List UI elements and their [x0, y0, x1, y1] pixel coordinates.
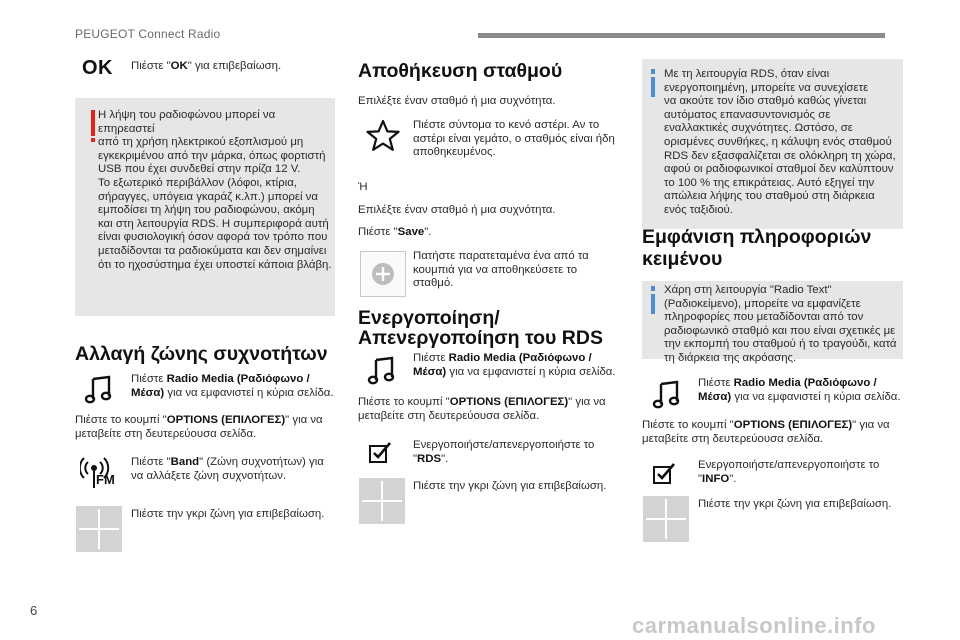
- rds-info-text-line: να ακούτε τον ίδιο σταθμό καθώς γίνεται: [664, 95, 867, 108]
- warning-text-line: μεταδίδονται τα ραδιοκύματα και δεν σημαίνει: [98, 244, 327, 257]
- step-grey-zone: Πιέστε την γκρι ζώνη για επιβεβαίωση.: [131, 508, 325, 520]
- rds-info-text-line: ενεργοποιημένη, μπορείτε να συνεχίσετε: [664, 81, 869, 94]
- preset-instruction-line: σταθμό.: [413, 277, 454, 290]
- ok-icon: OK: [82, 57, 113, 79]
- info-icon: [651, 294, 655, 314]
- heading-rds-l2: Απενεργοποίηση του RDS: [358, 327, 603, 349]
- rds-info-text-line: το 100 % της επικράτειας. Αυτό εξηγεί την: [664, 176, 875, 189]
- star-instruction-line: Πιέστε σύντομα το κενό αστέρι. Αν το: [413, 119, 600, 131]
- radio-text-box: [642, 281, 903, 364]
- step-info-toggle: Ενεργοποιήστε/απενεργοποιήστε το "INFO".: [698, 459, 880, 485]
- step-rds-toggle: Ενεργοποιήστε/απενεργοποιήστε το "RDS".: [413, 439, 595, 465]
- save-instruction: Πιέστε "Save".: [358, 226, 432, 238]
- radio-text-info-line: Χάρη στη λειτουργία "Radio Text": [664, 284, 832, 296]
- warning-text-line: από τη χρήση ηλεκτρικού εξοπλισμού μη: [98, 136, 304, 149]
- heading-band-change: Αλλαγή ζώνης συχνοτήτων: [75, 343, 328, 365]
- warning-text-line: Το εξωτερικό περιβάλλον (λόφοι, κτίρια,: [98, 176, 297, 189]
- rds-info-text: [664, 68, 902, 218]
- step-options: Πιέστε το κουμπί "OPTIONS (ΕΠΙΛΟΓΕΣ)" για να μεταβείτε στη δευτερεύουσα σελίδα.: [75, 414, 323, 440]
- rds-info-text-line: ενός ταξιδιού.: [664, 203, 733, 216]
- radio-text-info-line: πληροφορίες που μεταδίδονται από τον: [664, 311, 864, 324]
- warning-text-line: εγκεκριμένου από την μάρκα, όπως φορτιστή: [98, 149, 326, 162]
- checkbox-icon: [652, 461, 678, 485]
- preset-instruction-line: Πατήστε παρατεταμένα ένα από τα: [413, 250, 589, 262]
- grey-zone-icon: [643, 496, 689, 542]
- checkbox-icon: [368, 440, 394, 464]
- page-number: 6: [30, 603, 38, 618]
- step-options-info: Πιέστε το κουμπί "OPTIONS (ΕΠΙΛΟΓΕΣ)" για να μεταβείτε στη δευτερεύουσα σελίδα.: [642, 419, 890, 445]
- step-band: Πιέστε "Band" (Ζώνη συχνοτήτων) για να αλλάξετε ζώνη συχνοτήτων.: [131, 456, 324, 482]
- warning-text: [98, 109, 334, 272]
- warning-text-line: Η λήψη του ραδιοφώνου μπορεί να επηρεαστεί: [98, 109, 276, 135]
- rds-info-text-line: αυτόματος επανασυντονισμός σε: [664, 108, 831, 121]
- heading-save-station: Αποθήκευση σταθμού: [358, 60, 563, 82]
- warning-box: [75, 98, 335, 316]
- star-icon: [365, 118, 401, 154]
- music-note-icon: [84, 375, 114, 405]
- page-header-title: PEUGEOT Connect Radio: [75, 27, 221, 41]
- step-grey-zone-rds: Πιέστε την γκρι ζώνη για επιβεβαίωση.: [413, 480, 607, 492]
- step-options-rds: Πιέστε το κουμπί "OPTIONS (ΕΠΙΛΟΓΕΣ)" για να μεταβείτε στη δευτερεύουσα σελίδα.: [358, 396, 606, 422]
- rds-info-text-line: RDS δεν εξασφαλίζεται σε ολόκληρη τη χώρα,: [664, 149, 896, 162]
- rds-info-box: [642, 59, 903, 229]
- warning-icon-dot: [91, 138, 95, 142]
- preset-instruction-line: κουμπιά για να αποθηκεύσετε το: [413, 263, 578, 276]
- step-radio-media-rds: Πιέστε Radio Media (Ραδιόφωνο / Μέσα) για να εμφανιστεί η κύρια σελίδα.: [413, 352, 616, 378]
- grey-zone-icon: [359, 478, 405, 524]
- ok-instruction: Πιέστε "OK" για επιβεβαίωση.: [131, 60, 282, 72]
- radio-text-info: [664, 284, 902, 366]
- step-grey-zone-info: Πιέστε την γκρι ζώνη για επιβεβαίωση.: [698, 498, 892, 510]
- star-instruction: [413, 119, 623, 160]
- radio-text-info-line: την εκπομπή του σταθμού ή το τραγούδι, κατά: [664, 338, 897, 351]
- info-icon-dot: [651, 69, 655, 74]
- info-icon-dot: [651, 286, 655, 291]
- rds-info-text-line: αφού οι ραδιοφωνικοί σταθμοί δεν καλύπτουν: [664, 163, 894, 176]
- rds-info-text-line: εναλλακτικές συχνότητες. Ωστόσο, σε: [664, 122, 853, 135]
- music-note-icon: [652, 380, 682, 410]
- rds-info-text-line: ορισμένες συνθήκες, η κάλυψη ενός σταθμού: [664, 135, 892, 148]
- heading-text-info-l1: Εμφάνιση πληροφοριών: [642, 226, 872, 248]
- step-radio-media-info: Πιέστε Radio Media (Ραδιόφωνο / Μέσα) για να εμφανιστεί η κύρια σελίδα.: [698, 377, 901, 403]
- preset-plus-icon: [360, 251, 406, 297]
- or-label: Ή: [358, 181, 368, 193]
- warning-text-line: και στη λειτουργία RDS. Η συμπεριφορά αυτή: [98, 217, 329, 230]
- music-note-icon: [367, 356, 397, 386]
- select-station-2: Επιλέξτε έναν σταθμό ή μια συχνότητα.: [358, 204, 556, 216]
- warning-text-line: ότι το ηχοσύστημα έχει υποστεί κάποια βλάβη.: [98, 258, 332, 271]
- watermark: carmanualsonline.info: [632, 613, 876, 638]
- header-rule: [478, 33, 885, 38]
- fm-label: FM: [96, 472, 115, 487]
- warning-icon: [91, 110, 95, 136]
- warning-text-line: σήραγγες, υπόγεια γκαράζ κ.λπ.) μπορεί να: [98, 190, 318, 203]
- radio-text-info-line: (Ραδιοκείμενο), μπορείτε να εμφανίζετε: [664, 297, 861, 310]
- preset-instruction: [413, 250, 623, 291]
- step-radio-media: Πιέστε Radio Media (Ραδιόφωνο / Μέσα) για να εμφανιστεί η κύρια σελίδα.: [131, 373, 334, 399]
- star-instruction-line: αστέρι είναι γεμάτο, ο σταθμός είναι ήδη: [413, 132, 615, 145]
- rds-info-text-line: Με τη λειτουργία RDS, όταν είναι: [664, 68, 830, 80]
- warning-text-line: είναι φυσιολογική όσον αφορά τον τρόπο που: [98, 231, 328, 244]
- heading-rds-l1: Ενεργοποίηση/: [358, 307, 500, 329]
- grey-zone-icon: [76, 506, 122, 552]
- radio-text-info-line: τη διάρκεια της ακρόασης.: [664, 351, 797, 364]
- warning-text-line: εμποδίσει τη λήψη του ραδιοφώνου, ακόμη: [98, 204, 315, 217]
- info-icon: [651, 77, 655, 97]
- radio-text-info-line: ραδιοφωνικό σταθμό και που είναι σχετικές με: [664, 324, 896, 337]
- rds-info-text-line: απώλεια λήψης του σταθμού στη διάρκεια: [664, 190, 875, 203]
- heading-text-info-l2: κειμένου: [642, 248, 723, 270]
- select-station-1: Επιλέξτε έναν σταθμό ή μια συχνότητα.: [358, 95, 556, 107]
- warning-text-line: USB που έχει συνδεθεί στην πρίζα 12 V.: [98, 163, 301, 176]
- star-instruction-line: αποθηκευμένος.: [413, 146, 496, 159]
